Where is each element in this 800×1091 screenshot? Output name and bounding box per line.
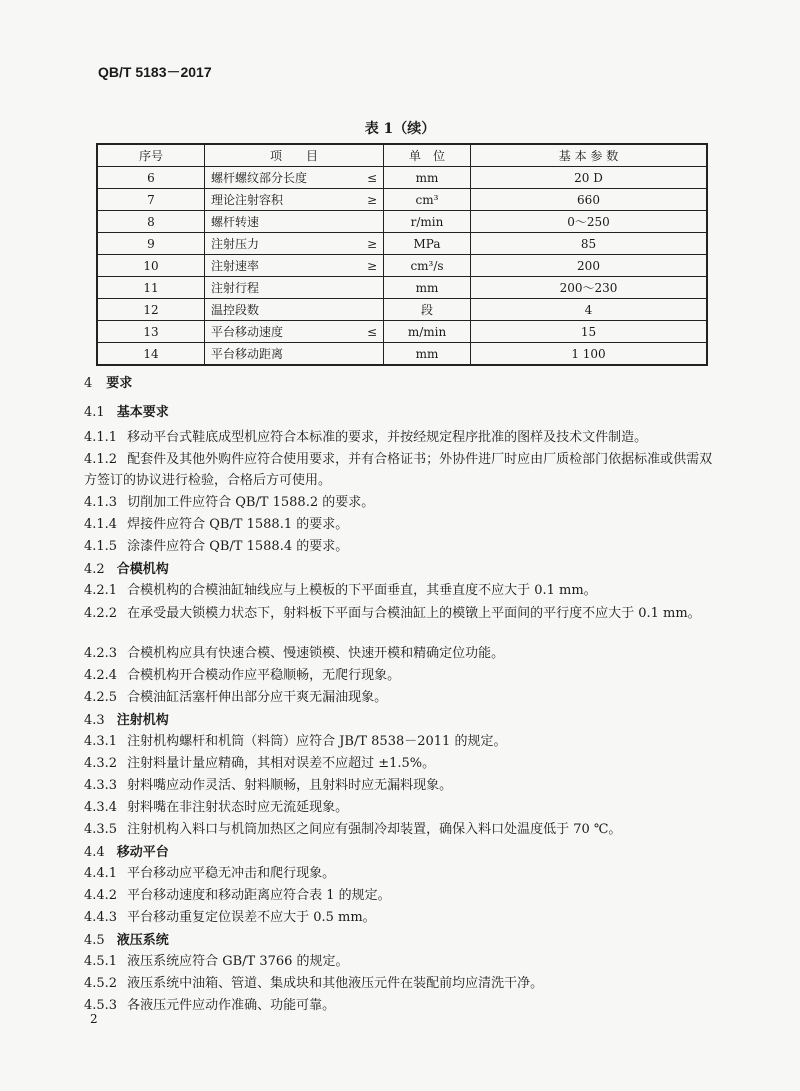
section-title: 液压系统: [116, 933, 169, 948]
clause-4-2-5: [84, 687, 714, 708]
clause-4-2-3: [84, 643, 714, 664]
row-seq: 13: [97, 321, 205, 343]
clause-4-3-4: [84, 797, 714, 818]
row-symbol: [361, 343, 384, 366]
row-value: 4: [471, 299, 708, 321]
row-unit: cm³/s: [384, 255, 471, 277]
header-item: 项 目: [205, 144, 384, 167]
clause-4-1-5: [84, 536, 714, 557]
row-item: 平台移动速度: [205, 321, 362, 343]
clause-number: 4.4.2: [84, 888, 118, 903]
row-seq: 14: [97, 343, 205, 366]
clause-4-3-2: [84, 753, 714, 774]
clause-number: 4.1.2: [84, 452, 118, 467]
row-symbol: [361, 277, 384, 299]
row-symbol: [361, 299, 384, 321]
section-number: 4.1: [84, 405, 105, 420]
clause-text: 合模油缸活塞杆伸出部分应干爽无漏油现象。: [127, 690, 388, 705]
row-value: 20 D: [471, 167, 708, 189]
header-seq: 序号: [97, 144, 205, 167]
clause-text: 射料嘴在非注射状态时应无流延现象。: [127, 800, 349, 815]
row-seq: 9: [97, 233, 205, 255]
row-value: 15: [471, 321, 708, 343]
clause-number: 4.1.5: [84, 539, 118, 554]
clause-number: 4.2.4: [84, 668, 118, 683]
clause-text: 射料嘴应动作灵活、射料顺畅，且射料时应无漏料现象。: [127, 778, 453, 793]
row-item: 注射速率: [205, 255, 362, 277]
row-value: 0～250: [471, 211, 708, 233]
table-row: [97, 255, 707, 277]
row-unit: m/min: [384, 321, 471, 343]
clause-number: 4.3.5: [84, 822, 118, 837]
clause-number: 4.1.1: [84, 430, 118, 445]
section-4-3: [84, 712, 169, 730]
clause-text: 合模机构应具有快速合模、慢速锁模、快速开模和精确定位功能。: [127, 646, 505, 661]
row-seq: 10: [97, 255, 205, 277]
row-unit: r/min: [384, 211, 471, 233]
table-row: [97, 167, 707, 189]
parameters-table: [96, 143, 708, 366]
row-item: 平台移动距离: [205, 343, 362, 366]
clause-text: 注射机构入料口与机筒加热区之间应有强制冷却装置，确保入料口处温度低于 70 ℃。: [127, 822, 622, 837]
clause-4-5-1: [84, 951, 714, 972]
section-number: 4.3: [84, 713, 105, 728]
clause-number: 4.3.4: [84, 800, 118, 815]
clause-4-3-1: [84, 731, 714, 752]
page-number: 2: [90, 1012, 98, 1026]
clause-text: 液压系统中油箱、管道、集成块和其他液压元件在装配前均应清洗干净。: [127, 976, 544, 991]
clause-text: 平台移动重复定位误差不应大于 0.5 mm。: [127, 910, 376, 925]
section-4-1: [84, 404, 169, 422]
row-value: 200～230: [471, 277, 708, 299]
clause-number: 4.3.2: [84, 756, 118, 771]
clause-4-1-1: [84, 427, 714, 448]
row-seq: 6: [97, 167, 205, 189]
clause-text: 平台移动应平稳无冲击和爬行现象。: [127, 866, 336, 881]
row-unit: mm: [384, 343, 471, 366]
clause-4-2-4: [84, 665, 714, 686]
row-symbol: ≥: [361, 233, 384, 255]
clause-text: 切削加工件应符合 QB/T 1588.2 的要求。: [127, 495, 375, 510]
clause-text: 各液压元件应动作准确、功能可靠。: [127, 998, 336, 1013]
header-unit: 单 位: [384, 144, 471, 167]
section-4: [84, 375, 132, 393]
clause-number: 4.3.1: [84, 734, 118, 749]
clause-4-2-2: [84, 603, 714, 624]
section-4-4: [84, 844, 169, 862]
row-symbol: [361, 211, 384, 233]
clause-4-2-1: [84, 580, 714, 601]
row-symbol: ≤: [361, 167, 384, 189]
clause-4-5-3: [84, 995, 714, 1016]
clause-text: 涂漆件应符合 QB/T 1588.4 的要求。: [127, 539, 349, 554]
row-unit: mm: [384, 277, 471, 299]
clause-number: 4.2.5: [84, 690, 118, 705]
clause-number: 4.5.1: [84, 954, 118, 969]
clause-text: 在承受最大锁模力状态下，射料板下平面与合模油缸上的模镦上平面间的平行度不应大于 0.1 mm。: [127, 606, 701, 621]
clause-number: 4.4.1: [84, 866, 118, 881]
clause-number: 4.2.2: [84, 606, 118, 621]
row-seq: 11: [97, 277, 205, 299]
clause-number: 4.3.3: [84, 778, 118, 793]
section-title: 要求: [106, 376, 133, 391]
row-item: 螺杆转速: [205, 211, 362, 233]
section-title: 合模机构: [116, 562, 169, 577]
table-row: [97, 277, 707, 299]
row-item: 注射行程: [205, 277, 362, 299]
standard-code: QB/T 5183－2017: [98, 64, 212, 80]
row-symbol: ≥: [361, 189, 384, 211]
table-row: [97, 189, 707, 211]
section-4-2: [84, 561, 169, 579]
clause-4-5-2: [84, 973, 714, 994]
table-row: [97, 233, 707, 255]
section-4-5: [84, 932, 169, 950]
row-item: 温控段数: [205, 299, 362, 321]
section-number: 4.2: [84, 562, 105, 577]
row-value: 200: [471, 255, 708, 277]
clause-text: 焊接件应符合 QB/T 1588.1 的要求。: [127, 517, 349, 532]
clause-4-4-2: [84, 885, 714, 906]
clause-number: 4.5.3: [84, 998, 118, 1013]
row-symbol: ≤: [361, 321, 384, 343]
clause-number: 4.4.3: [84, 910, 118, 925]
clause-4-3-5: [84, 819, 714, 840]
section-title: 基本要求: [116, 405, 169, 420]
table-caption: 表 1（续）: [364, 121, 436, 137]
clause-number: 4.2.1: [84, 583, 118, 598]
clause-text: 合模机构的合模油缸轴线应与上模板的下平面垂直，其垂直度不应大于 0.1 mm。: [127, 583, 597, 598]
clause-4-4-1: [84, 863, 714, 884]
row-item: 注射压力: [205, 233, 362, 255]
row-seq: 12: [97, 299, 205, 321]
row-seq: 8: [97, 211, 205, 233]
clause-number: 4.1.3: [84, 495, 118, 510]
table-row: [97, 343, 707, 366]
clause-text: 配套件及其他外购件应符合使用要求，并有合格证书；外协件进厂时应由厂质检部门依据标准或供需双方签订的协议进行检验，合格后方可使用。: [84, 452, 713, 488]
row-unit: MPa: [384, 233, 471, 255]
row-value: 660: [471, 189, 708, 211]
clause-text: 液压系统应符合 GB/T 3766 的规定。: [127, 954, 349, 969]
table-header-row: [97, 144, 707, 167]
row-item: 理论注射容积: [205, 189, 362, 211]
section-number: 4: [84, 376, 93, 391]
clause-text: 移动平台式鞋底成型机应符合本标准的要求，并按经规定程序批准的图样及技术文件制造。: [127, 430, 648, 445]
table-row: [97, 321, 707, 343]
row-value: 85: [471, 233, 708, 255]
row-seq: 7: [97, 189, 205, 211]
clause-text: 注射机构螺杆和机筒（料筒）应符合 JB/T 8538－2011 的规定。: [127, 734, 507, 749]
table-row: [97, 299, 707, 321]
row-unit: cm³: [384, 189, 471, 211]
clause-number: 4.5.2: [84, 976, 118, 991]
header-value: 基 本 参 数: [471, 144, 708, 167]
section-number: 4.4: [84, 845, 105, 860]
clause-text: 平台移动速度和移动距离应符合表 1 的规定。: [127, 888, 391, 903]
row-symbol: ≥: [361, 255, 384, 277]
clause-text: 合模机构开合模动作应平稳顺畅，无爬行现象。: [127, 668, 401, 683]
clause-4-3-3: [84, 775, 714, 796]
clause-number: 4.2.3: [84, 646, 118, 661]
clause-4-1-3: [84, 492, 714, 513]
clause-4-4-3: [84, 907, 714, 928]
row-unit: mm: [384, 167, 471, 189]
row-value: 1 100: [471, 343, 708, 366]
clause-4-1-4: [84, 514, 714, 535]
clause-number: 4.1.4: [84, 517, 118, 532]
section-number: 4.5: [84, 933, 105, 948]
row-unit: 段: [384, 299, 471, 321]
section-title: 移动平台: [116, 845, 169, 860]
table-row: [97, 211, 707, 233]
clause-4-1-2: [84, 449, 714, 491]
section-title: 注射机构: [116, 713, 169, 728]
clause-text: 注射料量计量应精确，其相对误差不应超过 ±1.5%。: [127, 756, 436, 771]
row-item: 螺杆螺纹部分长度: [205, 167, 362, 189]
